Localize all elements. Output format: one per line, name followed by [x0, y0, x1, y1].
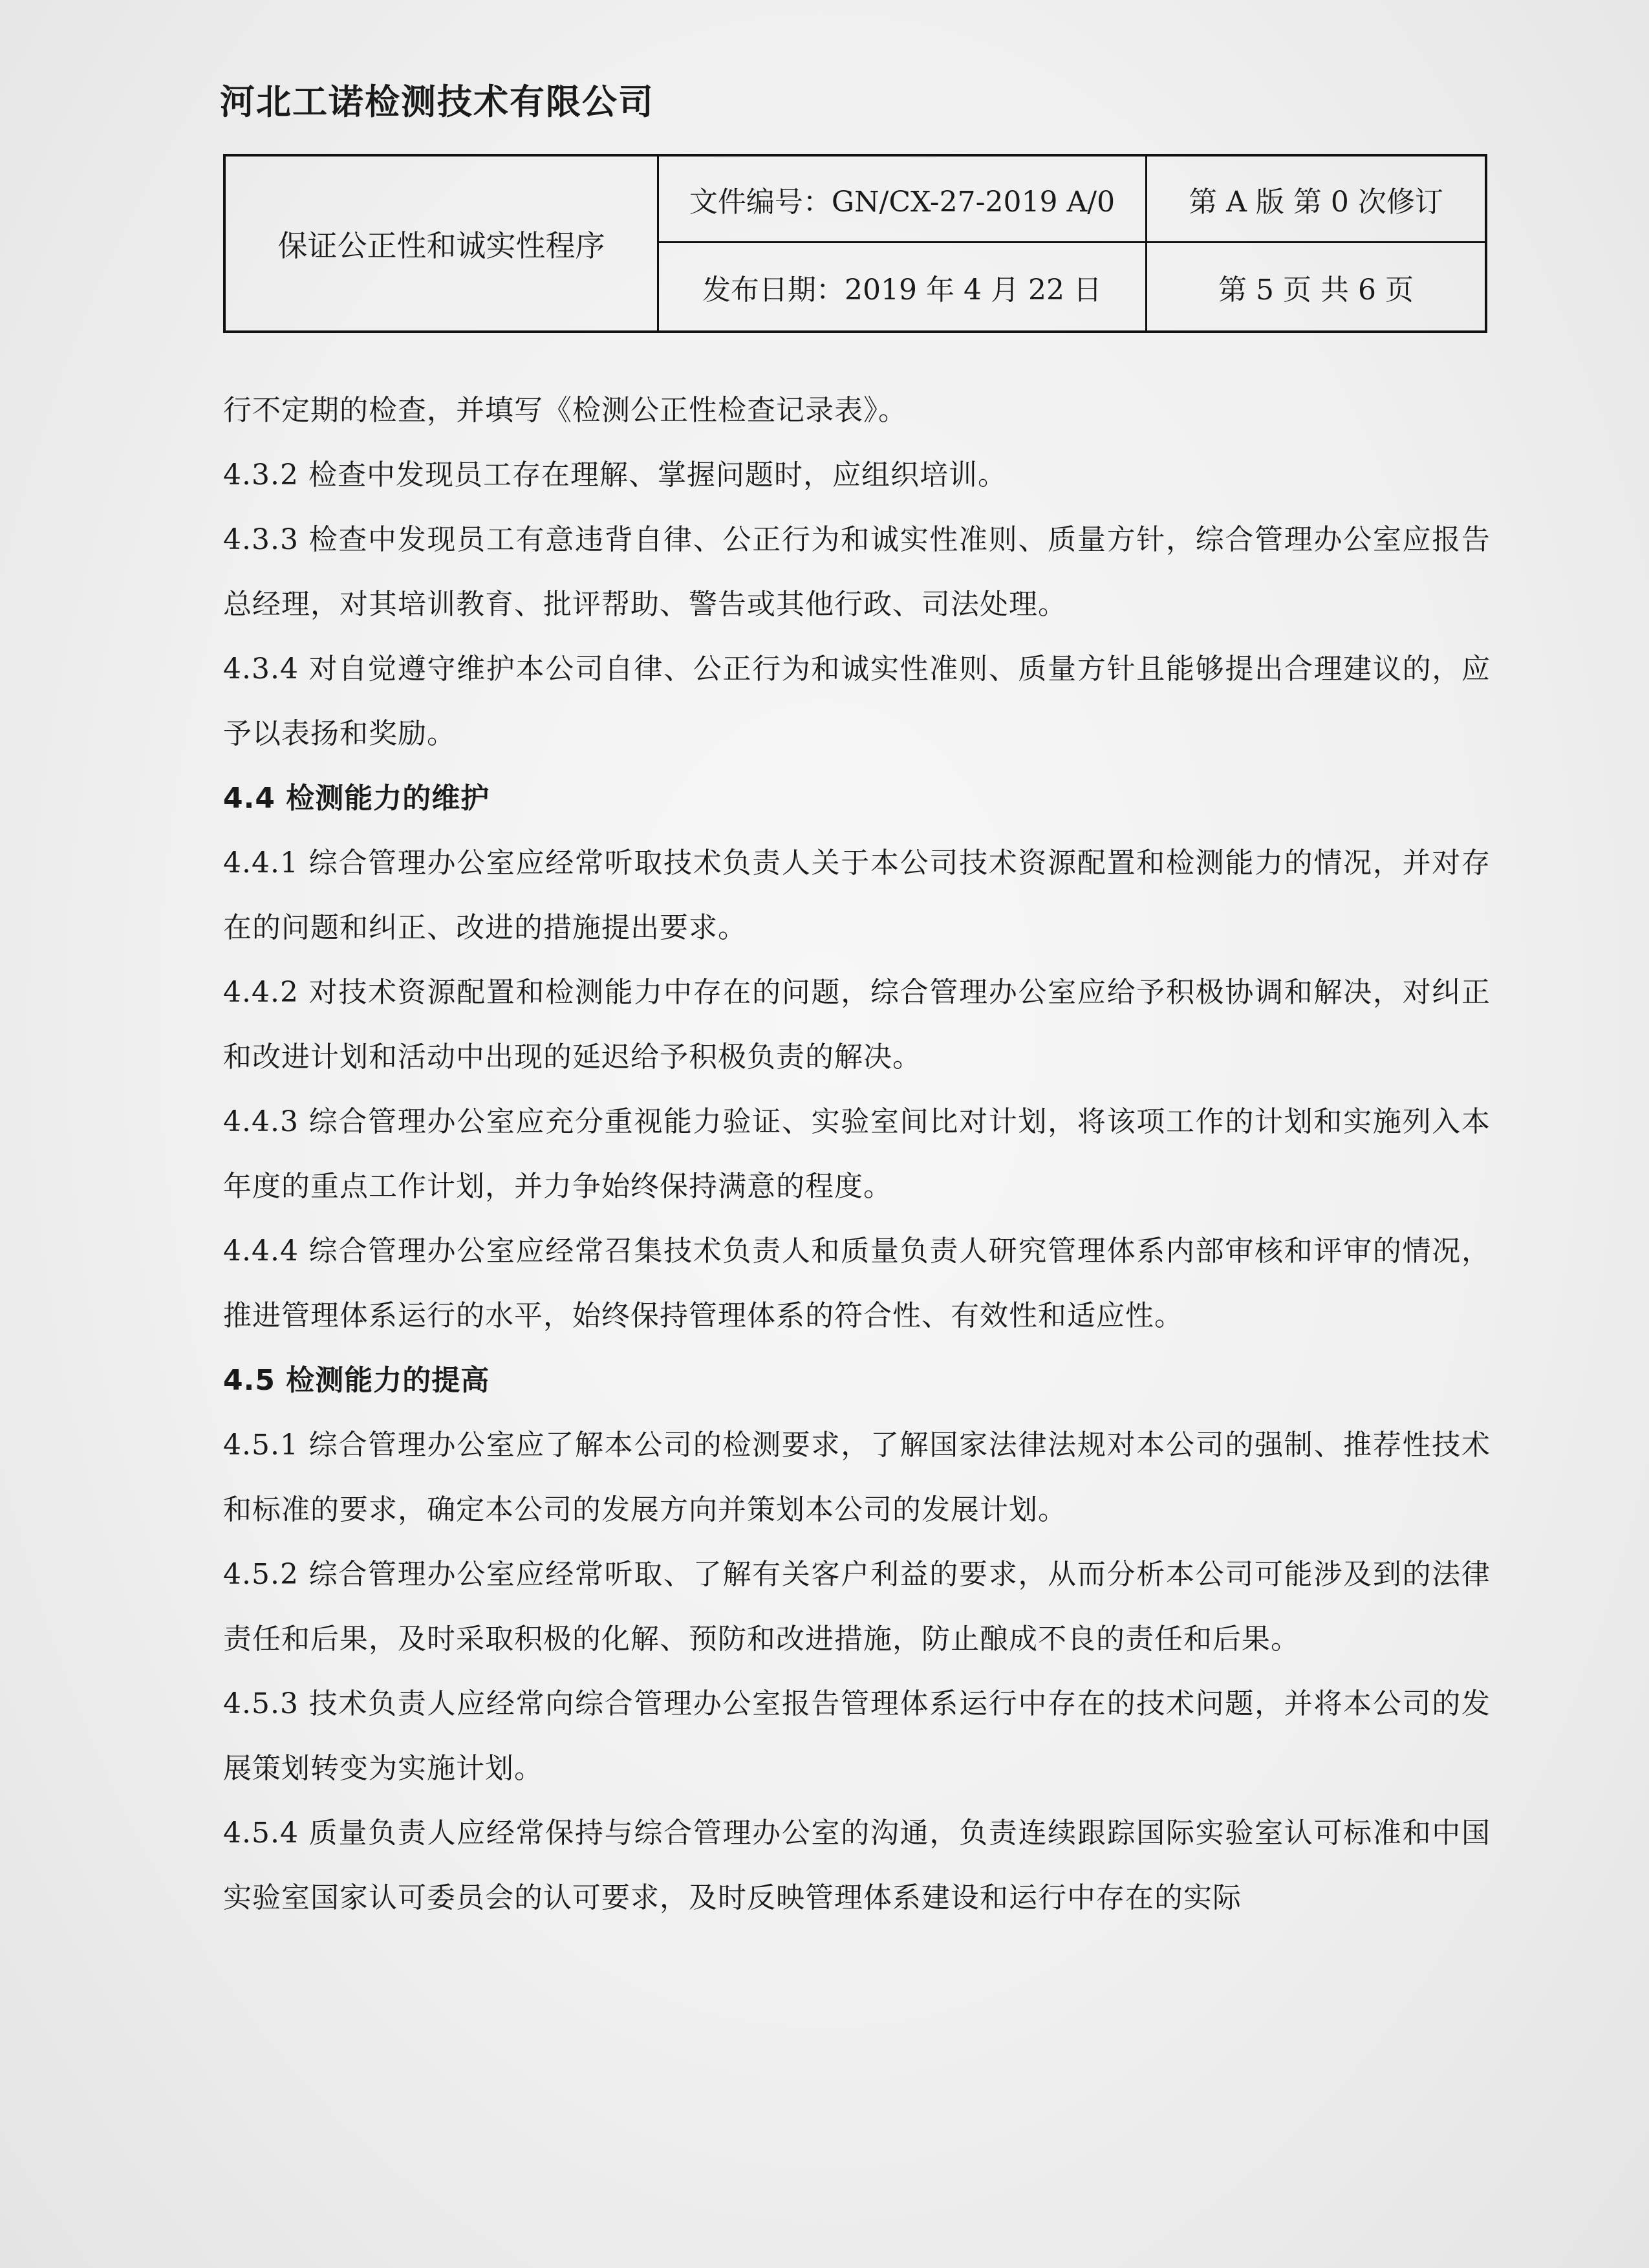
body-paragraph: 4.4.1 综合管理办公室应经常听取技术负责人关于本公司技术资源配置和检测能力的情况，并对存在的问题和纠正、改进的措施提出要求。: [223, 847, 1491, 944]
body-paragraph: 4.3.4 对自觉遵守维护本公司自律、公正行为和诚实性准则、质量方针且能够提出合理建议的，应予以表扬和奖励。: [223, 653, 1491, 750]
page-info: 第 5 页 共 6 页: [1218, 273, 1414, 307]
body-paragraph: 4.3.2 检查中发现员工存在理解、掌握问题时，应组织培训。: [223, 459, 1007, 491]
body-paragraph: 4.4.4 综合管理办公室应经常召集技术负责人和质量负责人研究管理体系内部审核和评审的情况，推进管理体系运行的水平，始终保持管理体系的符合性、有效性和适应性。: [223, 1235, 1491, 1332]
document-number: 文件编号：GN/CX-27-2019 A/0: [659, 157, 1147, 243]
body-paragraph: 4.3.3 检查中发现员工有意违背自律、公正行为和诚实性准则、质量方针，综合管理办公室应报告总经理，对其培训教育、批评帮助、警告或其他行政、司法处理。: [223, 523, 1491, 621]
section-heading: 4.4 检测能力的维护: [223, 782, 490, 815]
body-paragraph: 4.5.1 综合管理办公室应了解本公司的检测要求，了解国家法律法规对本公司的强制、推荐性技术和标准的要求，确定本公司的发展方向并策划本公司的发展计划。: [223, 1429, 1491, 1526]
body-paragraph: 4.4.3 综合管理办公室应充分重视能力验证、实验室间比对计划，将该项工作的计划和实施列入本年度的重点工作计划，并力争始终保持满意的程度。: [223, 1105, 1491, 1203]
document-header-table: [223, 154, 1487, 333]
procedure-title: 保证公正性和诚实性程序: [226, 157, 659, 330]
section-heading: 4.5 检测能力的提高: [223, 1364, 490, 1397]
body-paragraph: 4.4.2 对技术资源配置和检测能力中存在的问题，综合管理办公室应给予积极协调和解决，对纠正和改进计划和活动中出现的延迟给予积极负责的解决。: [223, 976, 1491, 1074]
body-paragraph: 4.5.3 技术负责人应经常向综合管理办公室报告管理体系运行中存在的技术问题，并将本公司的发展策划转变为实施计划。: [223, 1687, 1491, 1785]
version-info: 第 A 版 第 0 次修订: [1147, 157, 1485, 243]
document-body: [223, 378, 1491, 1930]
body-paragraph: 4.5.2 综合管理办公室应经常听取、了解有关客户利益的要求，从而分析本公司可能涉及到的法律责任和后果，及时采取积极的化解、预防和改进措施，防止酿成不良的责任和后果。: [223, 1558, 1491, 1656]
company-name: 河北工诺检测技术有限公司: [220, 81, 654, 122]
body-paragraph: 4.5.4 质量负责人应经常保持与综合管理办公室的沟通，负责连续跟踪国际实验室认可标准和中国实验室国家认可委员会的认可要求，及时反映管理体系建设和运行中存在的实际: [223, 1817, 1491, 1914]
body-paragraph: 行不定期的检查，并填写《检测公正性检查记录表》。: [223, 394, 907, 427]
publish-date: 发布日期：2019 年 4 月 22 日: [659, 243, 1147, 330]
